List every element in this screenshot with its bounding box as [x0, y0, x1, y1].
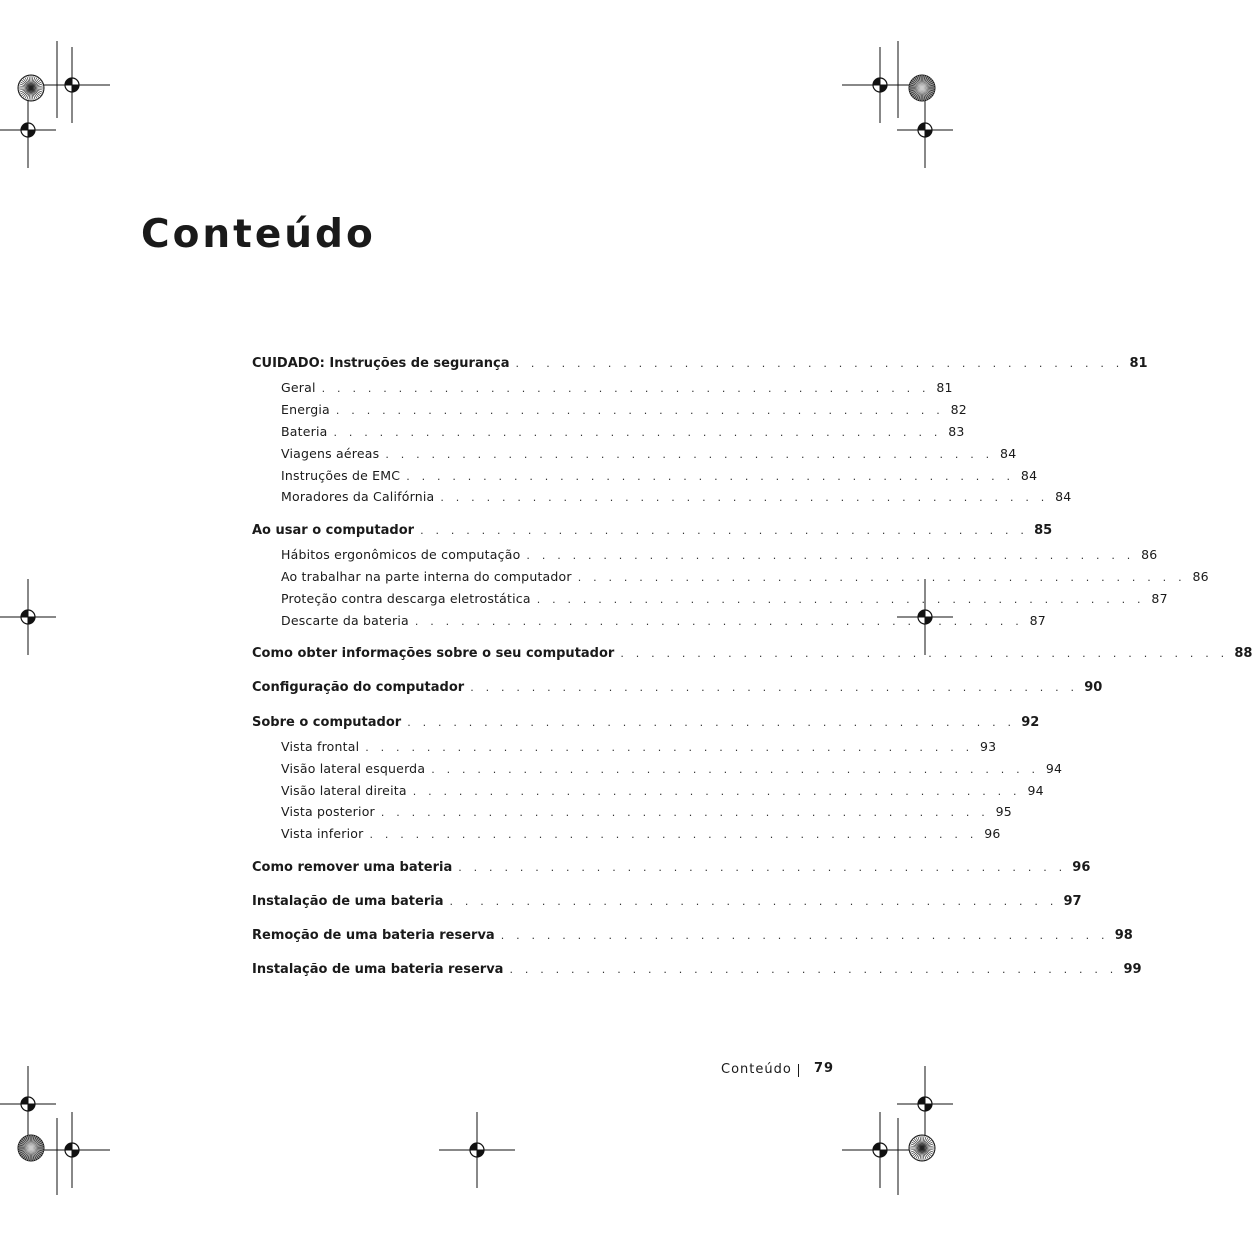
- toc-dot-leader: . . . . . . . . . . . . . . . . . . . . . . . . . . . . . . . . . . . . . . . .: [321, 382, 930, 395]
- toc-dot-leader: . . . . . . . . . . . . . . . . . . . . . . . . . . . . . . . . . . . . . . . .: [536, 593, 1145, 606]
- toc-dot-leader: . . . . . . . . . . . . . . . . . . . . . . . . . . . . . . . . . . . . . . . .: [412, 785, 1021, 798]
- starburst-mark: [18, 75, 44, 101]
- toc-page-number: 84: [1020, 468, 1038, 483]
- toc-dot-leader: . . . . . . . . . . . . . . . . . . . . . . . . . . . . . . . . . . . . . . . .: [449, 895, 1058, 908]
- toc-page-number: 92: [1021, 715, 1040, 730]
- toc-dot-leader: . . . . . . . . . . . . . . . . . . . . . . . . . . . . . . . . . . . . . . . .: [620, 647, 1229, 660]
- toc-page-number: 99: [1123, 962, 1142, 977]
- toc-dot-leader: . . . . . . . . . . . . . . . . . . . . . . . . . . . . . . . . . . . . . . . .: [431, 763, 1040, 776]
- toc-subsection-entry[interactable]: [252, 826, 1001, 844]
- toc-section-entry[interactable]: [252, 646, 1252, 664]
- crosshair-target-mark: [897, 92, 953, 168]
- toc-subsection-entry[interactable]: [252, 569, 1209, 587]
- toc-page-number: 94: [1045, 761, 1063, 776]
- toc-entry-label: Descarte da bateria: [281, 613, 409, 628]
- toc-entry-label: Ao usar o computador: [252, 523, 415, 538]
- toc-entry-label: Como obter informações sobre o seu computador: [252, 646, 615, 661]
- toc-section-entry[interactable]: [252, 860, 1091, 878]
- toc-entry-label: Vista frontal: [281, 739, 360, 754]
- starburst-mark: [909, 1135, 935, 1161]
- toc-section-entry[interactable]: [252, 680, 1103, 698]
- toc-page-number: 82: [950, 402, 967, 417]
- toc-subsection-entry[interactable]: [252, 739, 997, 757]
- toc-entry-label: Visão lateral esquerda: [281, 761, 426, 776]
- toc-subsection-entry[interactable]: [252, 489, 1072, 507]
- toc-subsection-entry[interactable]: [252, 804, 1012, 822]
- toc-entry-label: Bateria: [281, 424, 328, 439]
- toc-subsection-entry[interactable]: [252, 402, 967, 420]
- toc-entry-label: Instruções de EMC: [281, 468, 401, 483]
- crosshair-target-mark: [842, 1112, 918, 1188]
- toc-page-number: 95: [995, 804, 1012, 819]
- starburst-mark: [909, 75, 935, 101]
- toc-section-entry[interactable]: [252, 962, 1142, 980]
- toc-subsection-entry[interactable]: [252, 761, 1063, 779]
- toc-dot-leader: . . . . . . . . . . . . . . . . . . . . . . . . . . . . . . . . . . . . . . . .: [458, 861, 1067, 874]
- toc-page-number: 84: [1000, 446, 1017, 461]
- crosshair-target-mark: [34, 47, 110, 123]
- toc-entry-label: Instalação de uma bateria: [252, 894, 444, 909]
- toc-entry-label: Moradores da Califórnia: [281, 489, 435, 504]
- starburst-mark: [18, 1135, 44, 1161]
- toc-section-entry[interactable]: [252, 894, 1082, 912]
- page-title: Conteúdo: [141, 212, 376, 257]
- toc-dot-leader: . . . . . . . . . . . . . . . . . . . . . . . . . . . . . . . . . . . . . . . .: [406, 470, 1015, 483]
- toc-page-number: 93: [979, 739, 997, 754]
- toc-section-entry[interactable]: [252, 715, 1040, 733]
- toc-page-number: 84: [1055, 489, 1072, 504]
- crosshair-target-mark: [897, 1066, 953, 1142]
- toc-entry-label: Sobre o computador: [252, 715, 402, 730]
- toc-entry-label: Energia: [281, 402, 330, 417]
- toc-dot-leader: . . . . . . . . . . . . . . . . . . . . . . . . . . . . . . . . . . . . . . . .: [335, 404, 944, 417]
- crosshair-target-mark: [0, 92, 56, 168]
- toc-subsection-entry[interactable]: [252, 468, 1038, 486]
- toc-page-number: 86: [1192, 569, 1209, 584]
- toc-entry-label: Hábitos ergonômicos de computação: [281, 547, 521, 562]
- toc-subsection-entry[interactable]: [252, 424, 965, 442]
- toc-page-number: 96: [1072, 860, 1091, 875]
- toc-page-number: 81: [1129, 356, 1148, 371]
- footer-section-label: Conteúdo: [721, 1062, 792, 1077]
- toc-subsection-entry[interactable]: [252, 380, 953, 398]
- toc-page-number: 94: [1027, 783, 1044, 798]
- toc-dot-leader: . . . . . . . . . . . . . . . . . . . . . . . . . . . . . . . . . . . . . . . .: [509, 963, 1118, 976]
- toc-section-entry[interactable]: [252, 928, 1133, 946]
- toc-dot-leader: . . . . . . . . . . . . . . . . . . . . . . . . . . . . . . . . . . . . . . . .: [385, 448, 994, 461]
- toc-page-number: 81: [936, 380, 953, 395]
- toc-entry-label: Proteção contra descarga eletrostática: [281, 591, 531, 606]
- toc-dot-leader: . . . . . . . . . . . . . . . . . . . . . . . . . . . . . . . . . . . . . . . .: [526, 549, 1135, 562]
- footer-separator: [798, 1064, 799, 1077]
- toc-entry-label: Vista inferior: [281, 826, 364, 841]
- toc-subsection-entry[interactable]: [252, 783, 1044, 801]
- toc-entry-label: Vista posterior: [281, 804, 375, 819]
- toc-entry-label: Geral: [281, 380, 316, 395]
- toc-dot-leader: . . . . . . . . . . . . . . . . . . . . . . . . . . . . . . . . . . . . . . . .: [500, 929, 1109, 942]
- toc-page-number: 85: [1034, 523, 1053, 538]
- toc-dot-leader: . . . . . . . . . . . . . . . . . . . . . . . . . . . . . . . . . . . . . . . .: [333, 426, 942, 439]
- toc-page-number: 98: [1114, 928, 1133, 943]
- toc-subsection-entry[interactable]: [252, 613, 1046, 631]
- toc-dot-leader: . . . . . . . . . . . . . . . . . . . . . . . . . . . . . . . . . . . . . . . .: [470, 681, 1079, 694]
- toc-entry-label: Remoção de uma bateria reserva: [252, 928, 495, 943]
- crosshair-target-mark: [0, 579, 56, 655]
- toc-page-number: 88: [1234, 646, 1252, 661]
- toc-page-number: 86: [1141, 547, 1158, 562]
- toc-section-entry[interactable]: [252, 523, 1053, 541]
- crosshair-target-mark: [439, 1112, 515, 1188]
- toc-section-entry[interactable]: [252, 356, 1148, 374]
- toc-page-number: 87: [1029, 613, 1046, 628]
- toc-subsection-entry[interactable]: [252, 446, 1017, 464]
- crosshair-target-mark: [842, 47, 918, 123]
- toc-dot-leader: . . . . . . . . . . . . . . . . . . . . . . . . . . . . . . . . . . . . . . . .: [407, 716, 1016, 729]
- footer-page-number: 79: [814, 1061, 835, 1076]
- crosshair-target-mark: [0, 1066, 56, 1142]
- toc-subsection-entry[interactable]: [252, 591, 1168, 609]
- toc-page-number: 97: [1063, 894, 1082, 909]
- toc-dot-leader: . . . . . . . . . . . . . . . . . . . . . . . . . . . . . . . . . . . . . . . .: [380, 806, 989, 819]
- toc-dot-leader: . . . . . . . . . . . . . . . . . . . . . . . . . . . . . . . . . . . . . . . .: [515, 357, 1124, 370]
- toc-entry-label: Viagens aéreas: [281, 446, 380, 461]
- toc-subsection-entry[interactable]: [252, 547, 1158, 565]
- toc-entry-label: Instalação de uma bateria reserva: [252, 962, 504, 977]
- toc-page-number: 83: [948, 424, 965, 439]
- toc-page-number: 87: [1151, 591, 1168, 606]
- toc-dot-leader: . . . . . . . . . . . . . . . . . . . . . . . . . . . . . . . . . . . . . . . .: [365, 741, 974, 754]
- toc-entry-label: CUIDADO: Instruções de segurança: [252, 356, 510, 371]
- toc-entry-label: Ao trabalhar na parte interna do computador: [281, 569, 572, 584]
- toc-entry-label: Como remover uma bateria: [252, 860, 453, 875]
- toc-dot-leader: . . . . . . . . . . . . . . . . . . . . . . . . . . . . . . . . . . . . . . . .: [440, 491, 1049, 504]
- toc-entry-label: Configuração do computador: [252, 680, 465, 695]
- toc-dot-leader: . . . . . . . . . . . . . . . . . . . . . . . . . . . . . . . . . . . . . . . .: [420, 524, 1029, 537]
- toc-entry-label: Visão lateral direita: [281, 783, 407, 798]
- toc-page-number: 96: [984, 826, 1001, 841]
- toc-dot-leader: . . . . . . . . . . . . . . . . . . . . . . . . . . . . . . . . . . . . . . . .: [369, 828, 978, 841]
- toc-dot-leader: . . . . . . . . . . . . . . . . . . . . . . . . . . . . . . . . . . . . . . . .: [577, 571, 1186, 584]
- toc-dot-leader: . . . . . . . . . . . . . . . . . . . . . . . . . . . . . . . . . . . . . . . .: [414, 615, 1023, 628]
- crosshair-target-mark: [34, 1112, 110, 1188]
- toc-page-number: 90: [1084, 680, 1103, 695]
